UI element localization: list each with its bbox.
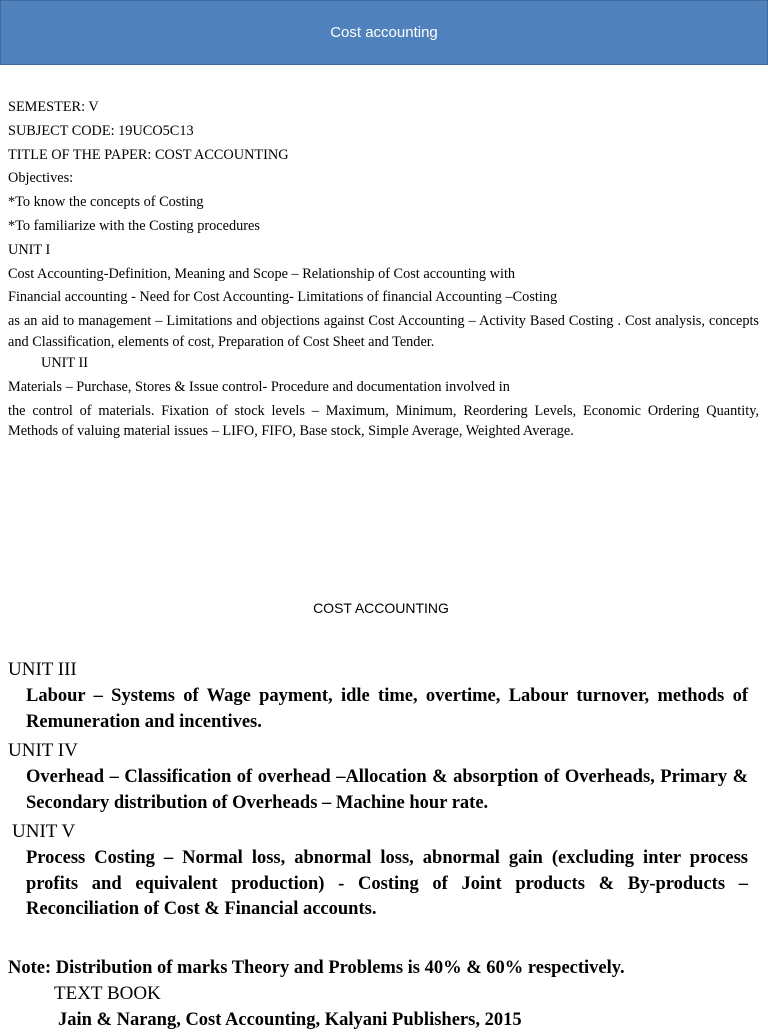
unit-5-text: Process Costing – Normal loss, abnormal loss, abnormal gain (excluding inter process profits and equivalent production) - Costing of Joint products & By-products – Reconciliation of Cost & Financial accounts. [26, 848, 748, 919]
semester: SEMESTER: V [8, 99, 99, 115]
paper-title: TITLE OF THE PAPER: COST ACCOUNTING [8, 146, 289, 163]
unit-4-heading: UNIT IV [8, 740, 78, 761]
unit-5-heading: UNIT V [12, 821, 76, 842]
page-header [0, 0, 768, 65]
header-title: Cost accounting [330, 24, 438, 41]
unit-4-text: Overhead – Classification of overhead –Allocation & absorption of Overheads, Primary & Secondary distribution of Overheads – Machine hour rate. [26, 767, 748, 813]
subject-code: SUBJECT CODE: 19UCO5C13 [8, 122, 194, 139]
unit-1-line: Financial accounting - Need for Cost Accounting- Limitations of financial Accounting –Costing [8, 289, 558, 306]
textbook-entry: Jain & Narang, Cost Accounting, Kalyani Publishers, 2015 [58, 1009, 522, 1030]
unit-1-paragraph: as an aid to management – Limitations and objections against Cost Accounting – Activity Based Costing . Cost analysis, concepts and Classification, elements of cost, Preparation of Cost Sheet and Tender. [8, 313, 759, 350]
unit-1-line: Cost Accounting-Definition, Meaning and Scope – Relationship of Cost accounting with [8, 265, 516, 282]
objectives-label: Objectives: [8, 170, 74, 187]
unit-2-heading: UNIT II [41, 355, 88, 372]
syllabus-page-2 [8, 658, 748, 1033]
objective-item: *To familiarize with the Costing procedures [8, 217, 260, 234]
objective-item: *To know the concepts of Costing [8, 194, 204, 211]
syllabus-page-1 [8, 96, 759, 442]
unit-2-line: Materials – Purchase, Stores & Issue control- Procedure and documentation involved in [8, 378, 510, 395]
unit-1-heading: UNIT I [8, 241, 51, 258]
marks-note: Note: Distribution of marks Theory and Problems is 40% & 60% respectively. [8, 957, 625, 978]
section-title: COST ACCOUNTING [313, 600, 449, 616]
unit-3-text: Labour – Systems of Wage payment, idle time, overtime, Labour turnover, methods of Remuneration and incentives. [26, 686, 748, 732]
unit-2-paragraph: the control of materials. Fixation of stock levels – Maximum, Minimum, Reordering Levels, Economic Ordering Quantity, Methods of valuing material issues – LIFO, FIFO, Base stock, Simple Average, Weighted Average. [8, 402, 759, 440]
textbook-heading: TEXT BOOK [54, 982, 161, 1004]
unit-3-heading: UNIT III [8, 659, 77, 680]
